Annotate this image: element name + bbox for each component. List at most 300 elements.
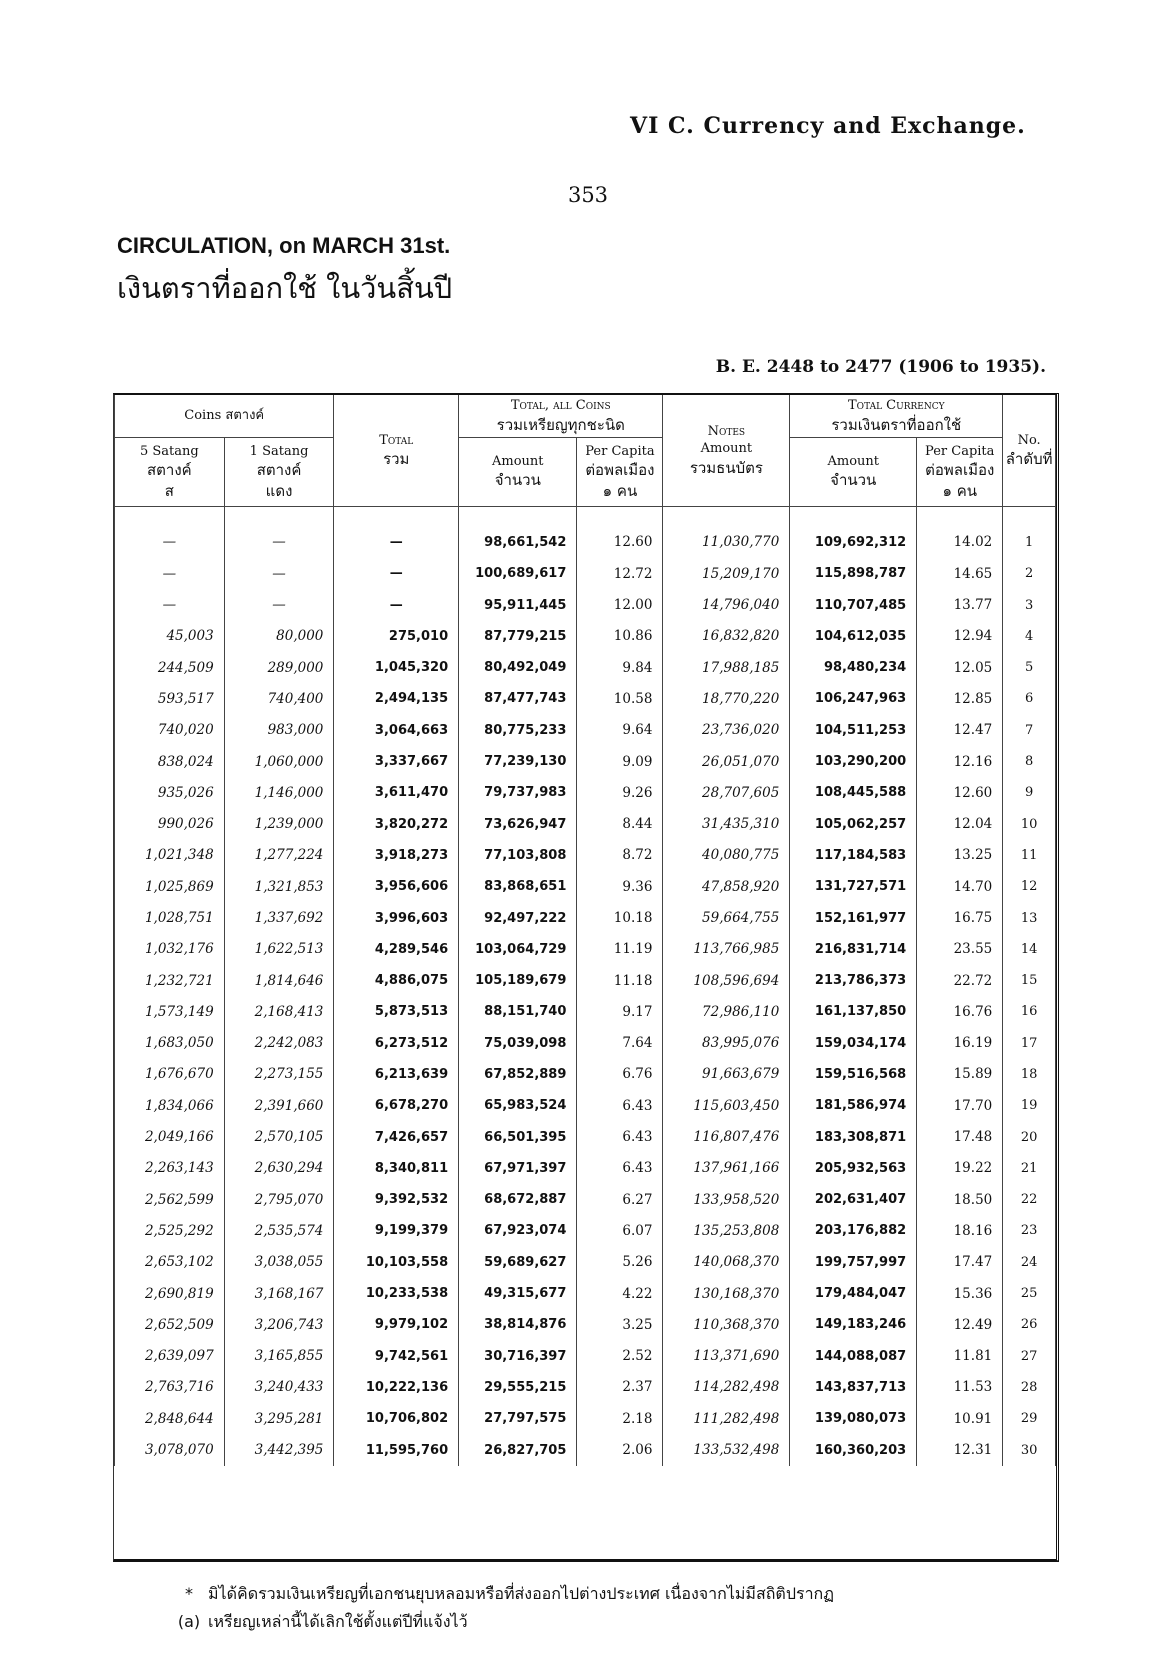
currency-amount-cell: 213,786,373 xyxy=(790,965,917,996)
currency-per-capita-header: Per Capita ต่อพลเมือง ๑ คน xyxy=(917,437,1003,506)
currency-amount-cell: 199,757,997 xyxy=(790,1247,917,1278)
notes-amount-cell: 115,603,450 xyxy=(663,1090,790,1121)
coins-per-capita-cell: 10.18 xyxy=(577,902,663,933)
currency-amount-cell: 159,516,568 xyxy=(790,1059,917,1090)
currency-amount-cell: 143,837,713 xyxy=(790,1372,917,1403)
coins-per-capita-cell: 11.19 xyxy=(577,934,663,965)
currency-amount-cell: 152,161,977 xyxy=(790,902,917,933)
five-satang-cell: 2,562,599 xyxy=(115,1184,225,1215)
all-coins-amount-cell: 87,477,743 xyxy=(459,683,577,714)
one-satang-cell: 1,277,224 xyxy=(224,840,334,871)
coins-header: Coins สตางค์ xyxy=(115,395,334,437)
coins-total-cell: 3,820,272 xyxy=(334,808,459,839)
all-coins-amount-cell: 73,626,947 xyxy=(459,808,577,839)
one-satang-cell: 289,000 xyxy=(224,652,334,683)
one-satang-cell: 2,242,083 xyxy=(224,1028,334,1059)
currency-amount-cell: 216,831,714 xyxy=(790,934,917,965)
notes-amount-cell: 114,282,498 xyxy=(663,1372,790,1403)
currency-amount-cell: 203,176,882 xyxy=(790,1215,917,1246)
notes-amount-cell: 113,371,690 xyxy=(663,1341,790,1372)
notes-amount-cell: 113,766,985 xyxy=(663,934,790,965)
all-coins-amount-cell: 87,779,215 xyxy=(459,621,577,652)
notes-amount-cell: 116,807,476 xyxy=(663,1121,790,1152)
table-row xyxy=(115,1341,1056,1372)
notes-amount-cell: 140,068,370 xyxy=(663,1247,790,1278)
currency-per-capita-cell: 12.47 xyxy=(917,715,1003,746)
currency-per-capita-cell: 15.89 xyxy=(917,1059,1003,1090)
five-satang-cell: — xyxy=(115,558,225,589)
all-coins-amount-cell: 92,497,222 xyxy=(459,902,577,933)
five-satang-cell: 1,573,149 xyxy=(115,996,225,1027)
five-satang-cell: 1,021,348 xyxy=(115,840,225,871)
row-number-cell: 8 xyxy=(1003,746,1056,777)
footnotes xyxy=(170,1580,834,1636)
row-number-cell: 21 xyxy=(1003,1153,1056,1184)
currency-amount-cell: 108,445,588 xyxy=(790,777,917,808)
all-coins-amount-cell: 95,911,445 xyxy=(459,589,577,620)
coins-per-capita-cell: 12.00 xyxy=(577,589,663,620)
circulation-table-frame xyxy=(113,393,1059,1562)
one-satang-cell: 3,442,395 xyxy=(224,1434,334,1465)
table-row xyxy=(115,589,1056,620)
five-satang-cell: 1,028,751 xyxy=(115,902,225,933)
currency-amount-cell: 202,631,407 xyxy=(790,1184,917,1215)
all-coins-amount-cell: 49,315,677 xyxy=(459,1278,577,1309)
row-number-cell: 30 xyxy=(1003,1434,1056,1465)
table-row xyxy=(115,840,1056,871)
table-body xyxy=(115,506,1056,1465)
coins-per-capita-cell: 10.58 xyxy=(577,683,663,714)
all-coins-amount-cell: 77,103,808 xyxy=(459,840,577,871)
table-row xyxy=(115,1247,1056,1278)
table-row xyxy=(115,1184,1056,1215)
five-satang-cell: 1,676,670 xyxy=(115,1059,225,1090)
currency-per-capita-cell: 12.16 xyxy=(917,746,1003,777)
one-satang-cell: — xyxy=(224,558,334,589)
currency-per-capita-cell: 19.22 xyxy=(917,1153,1003,1184)
all-coins-amount-cell: 83,868,651 xyxy=(459,871,577,902)
coins-per-capita-cell: 6.43 xyxy=(577,1090,663,1121)
one-satang-cell: 3,240,433 xyxy=(224,1372,334,1403)
row-number-cell: 23 xyxy=(1003,1215,1056,1246)
currency-per-capita-cell: 16.19 xyxy=(917,1028,1003,1059)
coins-per-capita-cell: 9.84 xyxy=(577,652,663,683)
all-coins-amount-cell: 26,827,705 xyxy=(459,1434,577,1465)
notes-amount-cell: 40,080,775 xyxy=(663,840,790,871)
all-coins-amount-cell: 67,971,397 xyxy=(459,1153,577,1184)
table-row xyxy=(115,1215,1056,1246)
coins-per-capita-cell: 9.09 xyxy=(577,746,663,777)
currency-amount-cell: 183,308,871 xyxy=(790,1121,917,1152)
row-number-cell: 9 xyxy=(1003,777,1056,808)
circulation-table xyxy=(114,395,1056,1466)
currency-amount-cell: 98,480,234 xyxy=(790,652,917,683)
notes-amount-cell: 47,858,920 xyxy=(663,871,790,902)
coins-total-cell: 6,213,639 xyxy=(334,1059,459,1090)
row-number-cell: 24 xyxy=(1003,1247,1056,1278)
coins-per-capita-header: Per Capita ต่อพลเมือง ๑ คน xyxy=(577,437,663,506)
row-number-cell: 10 xyxy=(1003,808,1056,839)
table-row xyxy=(115,965,1056,996)
footnote-mark: * xyxy=(185,1584,193,1603)
all-coins-amount-cell: 66,501,395 xyxy=(459,1121,577,1152)
coins-per-capita-cell: 12.72 xyxy=(577,558,663,589)
one-satang-cell: 3,168,167 xyxy=(224,1278,334,1309)
table-row xyxy=(115,1153,1056,1184)
coins-total-cell: 9,392,532 xyxy=(334,1184,459,1215)
one-satang-cell: 2,570,105 xyxy=(224,1121,334,1152)
currency-per-capita-cell: 12.04 xyxy=(917,808,1003,839)
one-satang-cell: 3,295,281 xyxy=(224,1403,334,1434)
one-satang-cell: 2,630,294 xyxy=(224,1153,334,1184)
coins-per-capita-cell: 9.36 xyxy=(577,871,663,902)
notes-amount-cell: 26,051,070 xyxy=(663,746,790,777)
coins-total-cell: 11,595,760 xyxy=(334,1434,459,1465)
five-satang-cell: 2,690,819 xyxy=(115,1278,225,1309)
coins-total-cell: 10,706,802 xyxy=(334,1403,459,1434)
notes-amount-cell: 110,368,370 xyxy=(663,1309,790,1340)
table-row xyxy=(115,1309,1056,1340)
notes-amount-cell: 137,961,166 xyxy=(663,1153,790,1184)
currency-amount-cell: 106,247,963 xyxy=(790,683,917,714)
all-coins-amount-cell: 30,716,397 xyxy=(459,1341,577,1372)
five-satang-cell: 1,025,869 xyxy=(115,871,225,902)
all-coins-amount-cell: 65,983,524 xyxy=(459,1090,577,1121)
coins-total-cell: 6,678,270 xyxy=(334,1090,459,1121)
table-row xyxy=(115,1278,1056,1309)
table-row xyxy=(115,527,1056,558)
currency-amount-cell: 144,088,087 xyxy=(790,1341,917,1372)
currency-per-capita-cell: 23.55 xyxy=(917,934,1003,965)
table-row xyxy=(115,558,1056,589)
table-row xyxy=(115,1434,1056,1465)
currency-per-capita-cell: 14.02 xyxy=(917,527,1003,558)
five-satang-cell: 2,639,097 xyxy=(115,1341,225,1372)
all-coins-amount-cell: 38,814,876 xyxy=(459,1309,577,1340)
five-satang-cell: 244,509 xyxy=(115,652,225,683)
currency-amount-cell: 131,727,571 xyxy=(790,871,917,902)
row-number-cell: 28 xyxy=(1003,1372,1056,1403)
row-number-cell: 29 xyxy=(1003,1403,1056,1434)
currency-amount-cell: 115,898,787 xyxy=(790,558,917,589)
row-number-cell: 7 xyxy=(1003,715,1056,746)
all-coins-amount-cell: 68,672,887 xyxy=(459,1184,577,1215)
five-satang-cell: 2,763,716 xyxy=(115,1372,225,1403)
all-coins-header: Total, all Coins รวมเหรียญทุกชะนิด xyxy=(459,395,663,437)
coins-total-cell: 3,064,663 xyxy=(334,715,459,746)
coins-total-cell: 10,222,136 xyxy=(334,1372,459,1403)
one-satang-cell: 1,321,853 xyxy=(224,871,334,902)
currency-per-capita-cell: 12.31 xyxy=(917,1434,1003,1465)
coins-total-cell: 2,494,135 xyxy=(334,683,459,714)
five-satang-cell: 3,078,070 xyxy=(115,1434,225,1465)
section-title: VI C. Currency and Exchange. xyxy=(630,113,1026,139)
currency-amount-cell: 159,034,174 xyxy=(790,1028,917,1059)
all-coins-amount-cell: 67,852,889 xyxy=(459,1059,577,1090)
row-number-cell: 6 xyxy=(1003,683,1056,714)
five-satang-cell: 2,049,166 xyxy=(115,1121,225,1152)
table-row xyxy=(115,1403,1056,1434)
all-coins-amount-cell: 67,923,074 xyxy=(459,1215,577,1246)
currency-amount-cell: 149,183,246 xyxy=(790,1309,917,1340)
notes-amount-cell: 59,664,755 xyxy=(663,902,790,933)
row-number-cell: 25 xyxy=(1003,1278,1056,1309)
table-row xyxy=(115,808,1056,839)
currency-per-capita-cell: 14.70 xyxy=(917,871,1003,902)
coins-per-capita-cell: 6.43 xyxy=(577,1153,663,1184)
five-satang-cell: 935,026 xyxy=(115,777,225,808)
one-satang-cell: 2,273,155 xyxy=(224,1059,334,1090)
all-coins-amount-cell: 98,661,542 xyxy=(459,527,577,558)
currency-per-capita-cell: 15.36 xyxy=(917,1278,1003,1309)
coins-total-cell: — xyxy=(334,527,459,558)
table-row xyxy=(115,621,1056,652)
total-header: Total รวม xyxy=(334,395,459,506)
coins-per-capita-cell: 12.60 xyxy=(577,527,663,558)
row-number-cell: 27 xyxy=(1003,1341,1056,1372)
currency-amount-cell: 104,612,035 xyxy=(790,621,917,652)
coins-per-capita-cell: 11.18 xyxy=(577,965,663,996)
currency-amount-cell: 161,137,850 xyxy=(790,996,917,1027)
notes-amount-cell: 83,995,076 xyxy=(663,1028,790,1059)
notes-amount-cell: 108,596,694 xyxy=(663,965,790,996)
notes-amount-cell: 111,282,498 xyxy=(663,1403,790,1434)
coins-per-capita-cell: 4.22 xyxy=(577,1278,663,1309)
coins-per-capita-cell: 9.26 xyxy=(577,777,663,808)
five-satang-cell: 2,525,292 xyxy=(115,1215,225,1246)
all-coins-amount-cell: 27,797,575 xyxy=(459,1403,577,1434)
notes-amount-cell: 16,832,820 xyxy=(663,621,790,652)
coins-per-capita-cell: 9.17 xyxy=(577,996,663,1027)
five-satang-cell: 1,683,050 xyxy=(115,1028,225,1059)
row-number-cell: 20 xyxy=(1003,1121,1056,1152)
coins-per-capita-cell: 6.07 xyxy=(577,1215,663,1246)
currency-per-capita-cell: 17.48 xyxy=(917,1121,1003,1152)
currency-per-capita-cell: 13.25 xyxy=(917,840,1003,871)
notes-amount-cell: 91,663,679 xyxy=(663,1059,790,1090)
five-satang-cell: 1,834,066 xyxy=(115,1090,225,1121)
five-satang-cell: 990,026 xyxy=(115,808,225,839)
notes-amount-cell: 133,958,520 xyxy=(663,1184,790,1215)
table-row xyxy=(115,934,1056,965)
table-row xyxy=(115,1090,1056,1121)
all-coins-amount-cell: 75,039,098 xyxy=(459,1028,577,1059)
coins-total-cell: 4,886,075 xyxy=(334,965,459,996)
all-coins-amount-cell: 77,239,130 xyxy=(459,746,577,777)
coins-per-capita-cell: 9.64 xyxy=(577,715,663,746)
total-currency-header: Total Currency รวมเงินตราที่ออกใช้ xyxy=(790,395,1003,437)
all-coins-amount-cell: 88,151,740 xyxy=(459,996,577,1027)
row-number-cell: 17 xyxy=(1003,1028,1056,1059)
one-satang-cell: 1,622,513 xyxy=(224,934,334,965)
currency-per-capita-cell: 17.70 xyxy=(917,1090,1003,1121)
currency-per-capita-cell: 16.76 xyxy=(917,996,1003,1027)
five-satang-cell: 2,848,644 xyxy=(115,1403,225,1434)
row-number-cell: 19 xyxy=(1003,1090,1056,1121)
table-row xyxy=(115,652,1056,683)
one-satang-cell: 2,795,070 xyxy=(224,1184,334,1215)
notes-amount-cell: 31,435,310 xyxy=(663,808,790,839)
coins-per-capita-cell: 2.52 xyxy=(577,1341,663,1372)
number-header: No. ลำดับที่ xyxy=(1003,395,1056,506)
footnote xyxy=(170,1608,834,1636)
page-title: CIRCULATION, on MARCH 31st. xyxy=(117,233,451,258)
coins-amount-header: Amount จำนวน xyxy=(459,437,577,506)
row-number-cell: 3 xyxy=(1003,589,1056,620)
coins-total-cell: 6,273,512 xyxy=(334,1028,459,1059)
all-coins-amount-cell: 59,689,627 xyxy=(459,1247,577,1278)
one-satang-cell: 1,146,000 xyxy=(224,777,334,808)
five-satang-cell: 593,517 xyxy=(115,683,225,714)
all-coins-amount-cell: 100,689,617 xyxy=(459,558,577,589)
currency-amount-cell: 110,707,485 xyxy=(790,589,917,620)
currency-amount-cell: 103,290,200 xyxy=(790,746,917,777)
five-satang-cell: 45,003 xyxy=(115,621,225,652)
currency-amount-header: Amount จำนวน xyxy=(790,437,917,506)
five-satang-cell: — xyxy=(115,527,225,558)
notes-amount-cell: 23,736,020 xyxy=(663,715,790,746)
coins-per-capita-cell: 6.27 xyxy=(577,1184,663,1215)
one-satang-cell: 3,038,055 xyxy=(224,1247,334,1278)
table-row xyxy=(115,902,1056,933)
coins-per-capita-cell: 6.43 xyxy=(577,1121,663,1152)
currency-amount-cell: 181,586,974 xyxy=(790,1090,917,1121)
five-satang-cell: 1,032,176 xyxy=(115,934,225,965)
row-number-cell: 16 xyxy=(1003,996,1056,1027)
all-coins-amount-cell: 105,189,679 xyxy=(459,965,577,996)
one-satang-cell: 3,165,855 xyxy=(224,1341,334,1372)
one-satang-header: 1 Satang สตางค์ แดง xyxy=(224,437,334,506)
table-row xyxy=(115,1372,1056,1403)
coins-total-cell: 8,340,811 xyxy=(334,1153,459,1184)
five-satang-cell: 2,652,509 xyxy=(115,1309,225,1340)
table-row xyxy=(115,871,1056,902)
notes-amount-cell: 72,986,110 xyxy=(663,996,790,1027)
currency-amount-cell: 104,511,253 xyxy=(790,715,917,746)
currency-per-capita-cell: 22.72 xyxy=(917,965,1003,996)
table-row xyxy=(115,1121,1056,1152)
coins-total-cell: 1,045,320 xyxy=(334,652,459,683)
currency-per-capita-cell: 11.53 xyxy=(917,1372,1003,1403)
currency-per-capita-cell: 12.94 xyxy=(917,621,1003,652)
row-number-cell: 4 xyxy=(1003,621,1056,652)
notes-amount-cell: 135,253,808 xyxy=(663,1215,790,1246)
currency-per-capita-cell: 17.47 xyxy=(917,1247,1003,1278)
notes-amount-cell: 130,168,370 xyxy=(663,1278,790,1309)
five-satang-cell: 740,020 xyxy=(115,715,225,746)
coins-per-capita-cell: 2.18 xyxy=(577,1403,663,1434)
currency-per-capita-cell: 11.81 xyxy=(917,1341,1003,1372)
all-coins-amount-cell: 103,064,729 xyxy=(459,934,577,965)
currency-amount-cell: 117,184,583 xyxy=(790,840,917,871)
coins-total-cell: 3,918,273 xyxy=(334,840,459,871)
coins-total-cell: 10,233,538 xyxy=(334,1278,459,1309)
page-title-thai: เงินตราที่ออกใช้ ในวันสิ้นปี xyxy=(117,271,453,305)
one-satang-cell: 1,814,646 xyxy=(224,965,334,996)
five-satang-cell: 838,024 xyxy=(115,746,225,777)
currency-amount-cell: 205,932,563 xyxy=(790,1153,917,1184)
one-satang-cell: 2,391,660 xyxy=(224,1090,334,1121)
currency-per-capita-cell: 18.50 xyxy=(917,1184,1003,1215)
table-row xyxy=(115,746,1056,777)
row-number-cell: 13 xyxy=(1003,902,1056,933)
all-coins-amount-cell: 80,775,233 xyxy=(459,715,577,746)
currency-amount-cell: 139,080,073 xyxy=(790,1403,917,1434)
coins-per-capita-cell: 2.06 xyxy=(577,1434,663,1465)
five-satang-cell: 1,232,721 xyxy=(115,965,225,996)
coins-total-cell: 4,289,546 xyxy=(334,934,459,965)
all-coins-amount-cell: 80,492,049 xyxy=(459,652,577,683)
currency-per-capita-cell: 12.49 xyxy=(917,1309,1003,1340)
notes-amount-cell: 17,988,185 xyxy=(663,652,790,683)
one-satang-cell: 740,400 xyxy=(224,683,334,714)
one-satang-cell: 2,535,574 xyxy=(224,1215,334,1246)
footnote xyxy=(170,1580,834,1608)
footnote-mark: (a) xyxy=(177,1612,201,1631)
coins-per-capita-cell: 2.37 xyxy=(577,1372,663,1403)
currency-per-capita-cell: 12.85 xyxy=(917,683,1003,714)
currency-per-capita-cell: 10.91 xyxy=(917,1403,1003,1434)
five-satang-cell: 2,263,143 xyxy=(115,1153,225,1184)
notes-amount-cell: 133,532,498 xyxy=(663,1434,790,1465)
row-number-cell: 26 xyxy=(1003,1309,1056,1340)
page-number: 353 xyxy=(567,183,609,207)
currency-amount-cell: 179,484,047 xyxy=(790,1278,917,1309)
date-range: B. E. 2448 to 2477 (1906 to 1935). xyxy=(715,357,1046,377)
coins-total-cell: 7,426,657 xyxy=(334,1121,459,1152)
currency-amount-cell: 109,692,312 xyxy=(790,527,917,558)
row-number-cell: 2 xyxy=(1003,558,1056,589)
five-satang-cell: — xyxy=(115,589,225,620)
notes-header: Notes Amount รวมธนบัตร xyxy=(663,395,790,506)
one-satang-cell: 2,168,413 xyxy=(224,996,334,1027)
row-number-cell: 12 xyxy=(1003,871,1056,902)
coins-per-capita-cell: 8.44 xyxy=(577,808,663,839)
table-row xyxy=(115,777,1056,808)
row-number-cell: 22 xyxy=(1003,1184,1056,1215)
footnote-text: มิได้คิดรวมเงินเหรียญที่เอกชนยุบหลอมหรือที่ส่งออกไปต่างประเทศ เนื่องจากไม่มีสถิติปรากฏ xyxy=(208,1584,834,1603)
coins-per-capita-cell: 3.25 xyxy=(577,1309,663,1340)
notes-amount-cell: 14,796,040 xyxy=(663,589,790,620)
coins-total-cell: 9,742,561 xyxy=(334,1341,459,1372)
table-row xyxy=(115,996,1056,1027)
notes-amount-cell: 15,209,170 xyxy=(663,558,790,589)
coins-total-cell: 5,873,513 xyxy=(334,996,459,1027)
currency-amount-cell: 160,360,203 xyxy=(790,1434,917,1465)
currency-per-capita-cell: 14.65 xyxy=(917,558,1003,589)
row-number-cell: 18 xyxy=(1003,1059,1056,1090)
one-satang-cell: 1,337,692 xyxy=(224,902,334,933)
five-satang-header: 5 Satang สตางค์ ส xyxy=(115,437,225,506)
coins-total-cell: 3,956,606 xyxy=(334,871,459,902)
all-coins-amount-cell: 79,737,983 xyxy=(459,777,577,808)
currency-per-capita-cell: 18.16 xyxy=(917,1215,1003,1246)
coins-total-cell: — xyxy=(334,589,459,620)
one-satang-cell: 80,000 xyxy=(224,621,334,652)
coins-total-cell: 3,337,667 xyxy=(334,746,459,777)
currency-per-capita-cell: 13.77 xyxy=(917,589,1003,620)
row-number-cell: 1 xyxy=(1003,527,1056,558)
coins-per-capita-cell: 6.76 xyxy=(577,1059,663,1090)
coins-per-capita-cell: 7.64 xyxy=(577,1028,663,1059)
table-row xyxy=(115,1028,1056,1059)
row-number-cell: 14 xyxy=(1003,934,1056,965)
one-satang-cell: 1,239,000 xyxy=(224,808,334,839)
row-number-cell: 5 xyxy=(1003,652,1056,683)
one-satang-cell: 1,060,000 xyxy=(224,746,334,777)
notes-amount-cell: 18,770,220 xyxy=(663,683,790,714)
table-row xyxy=(115,715,1056,746)
